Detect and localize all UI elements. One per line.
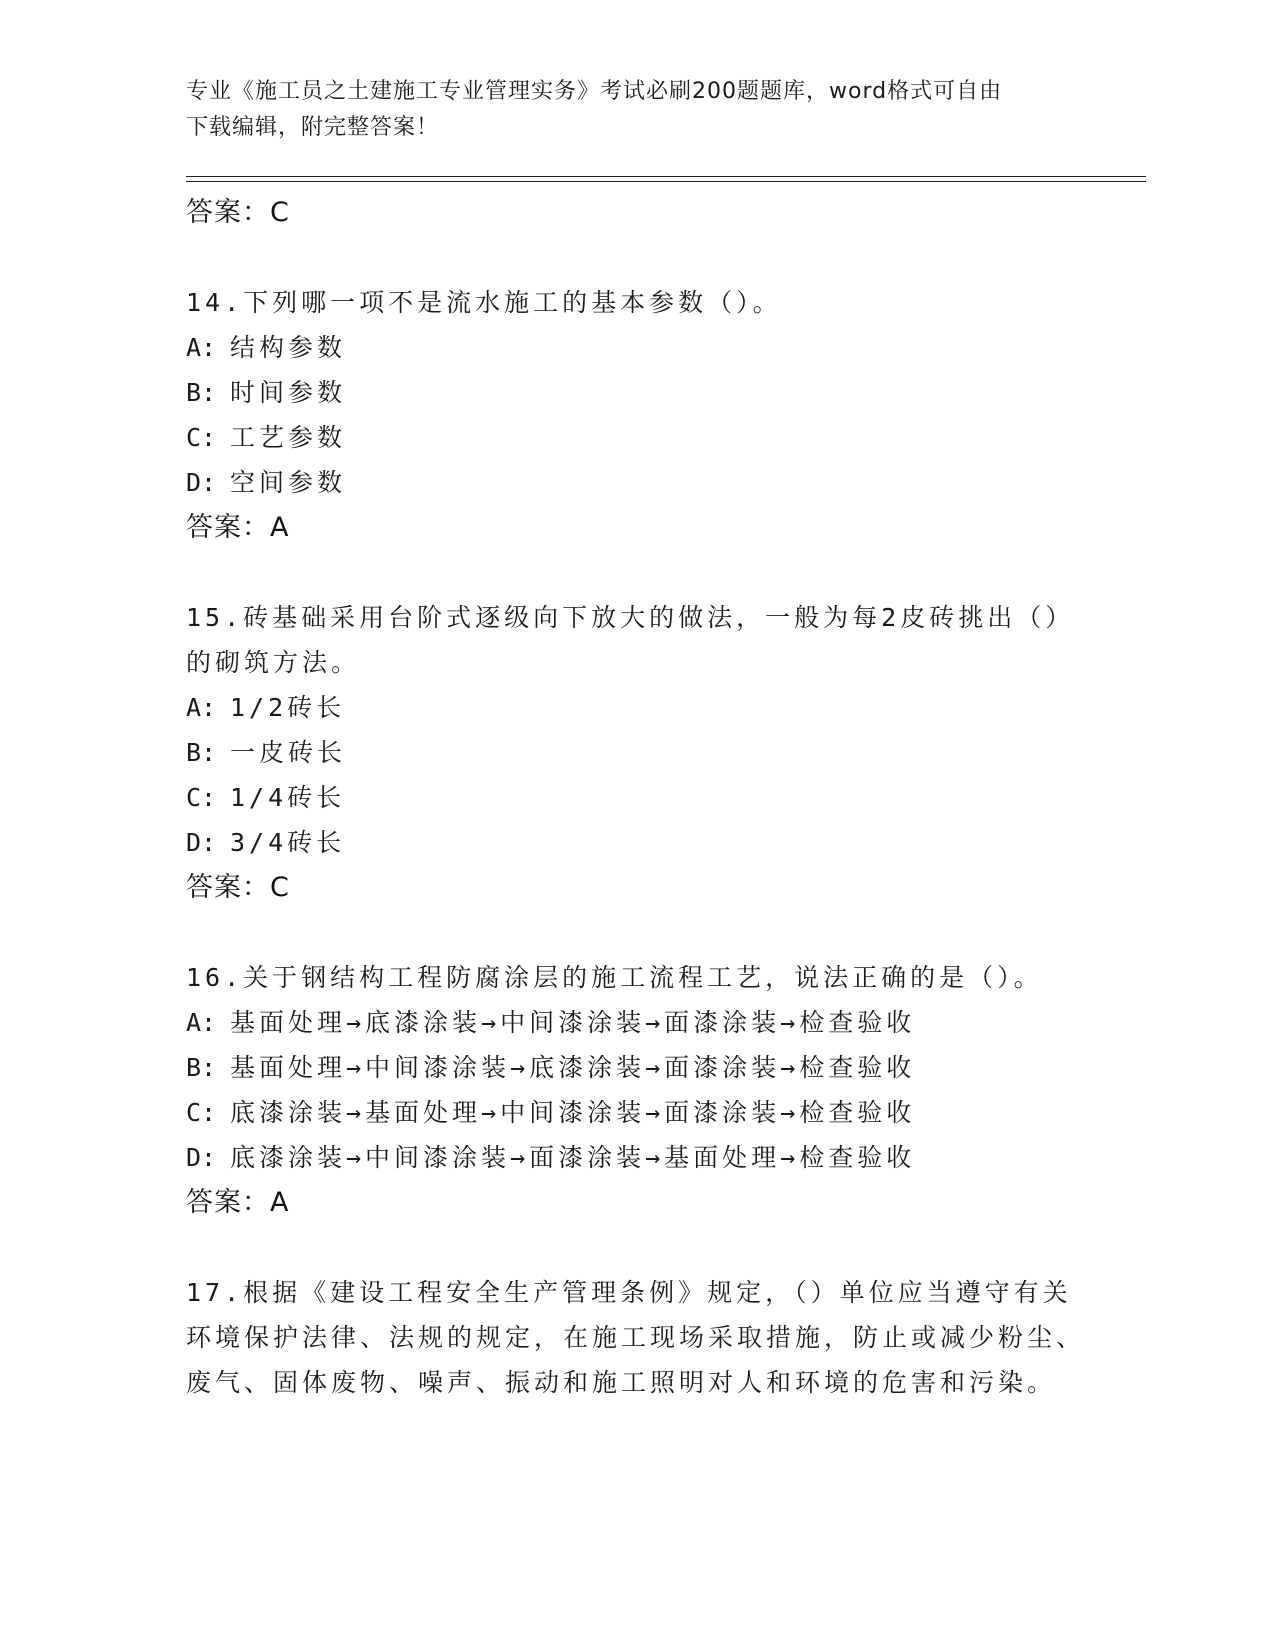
option-key: C: [186,423,217,452]
option-text: 一皮砖长 [230,738,347,767]
option-key: A: [186,1008,217,1037]
option-text: 基面处理→中间漆涂装→底漆涂装→面漆涂装→检查验收 [230,1053,916,1082]
option-d [186,1135,1086,1180]
question-15 [186,595,1086,910]
option-key: C: [186,783,217,812]
question-stem: 17.根据《建设工程安全生产管理条例》规定，（）单位应当遵守有关环境保护法律、法规的规定，在施工现场采取措施，防止或减少粉尘、废气、固体废物、噪声、振动和施工照明对人和环境的危害和污染。 [186,1278,1086,1397]
question-list [186,190,1086,1405]
question-16 [186,955,1086,1225]
option-text: 底漆涂装→基面处理→中间漆涂装→面漆涂装→检查验收 [230,1098,916,1127]
option-a [186,1000,1086,1045]
document-header [186,74,1066,146]
header-line-1: 专业《施工员之土建施工专业管理实务》考试必刷200题题库，word格式可自由 [186,79,1003,104]
option-text: 结构参数 [230,333,347,362]
option-key: C: [186,1098,217,1127]
option-c [186,415,1086,460]
option-d [186,820,1086,865]
question-answer: 答案：C [186,872,290,903]
question-17 [186,1270,1086,1405]
question-stem: 16.关于钢结构工程防腐涂层的施工流程工艺，说法正确的是（）。 [186,963,1043,992]
header-divider-bottom [186,181,1146,182]
option-b [186,730,1086,775]
header-line-2: 下载编辑，附完整答案！ [186,115,440,140]
option-b [186,1045,1086,1090]
option-text: 1/4砖长 [230,783,346,812]
option-a [186,325,1086,370]
option-text: 1/2砖长 [230,693,346,722]
question-answer: 答案：A [186,1187,290,1218]
option-key: A: [186,333,217,362]
option-text: 基面处理→底漆涂装→中间漆涂装→面漆涂装→检查验收 [230,1008,916,1037]
option-key: D: [186,468,217,497]
option-b [186,370,1086,415]
option-text: 空间参数 [230,468,347,497]
option-key: B: [186,378,217,407]
option-c [186,775,1086,820]
previous-answer: 答案：C [186,197,290,228]
option-a [186,685,1086,730]
option-text: 时间参数 [230,378,347,407]
header-divider-top [186,176,1146,177]
option-key: B: [186,738,217,767]
option-text: 3/4砖长 [230,828,346,857]
option-text: 工艺参数 [230,423,347,452]
option-key: A: [186,693,217,722]
option-text: 底漆涂装→中间漆涂装→面漆涂装→基面处理→检查验收 [230,1143,916,1172]
question-answer: 答案：A [186,512,290,543]
option-key: D: [186,1143,217,1172]
question-stem: 15.砖基础采用台阶式逐级向下放大的做法，一般为每2皮砖挑出（）的砌筑方法。 [186,603,1075,677]
option-d [186,460,1086,505]
question-stem: 14.下列哪一项不是流水施工的基本参数（）。 [186,288,782,317]
option-c [186,1090,1086,1135]
question-14 [186,280,1086,550]
option-key: B: [186,1053,217,1082]
option-key: D: [186,828,217,857]
